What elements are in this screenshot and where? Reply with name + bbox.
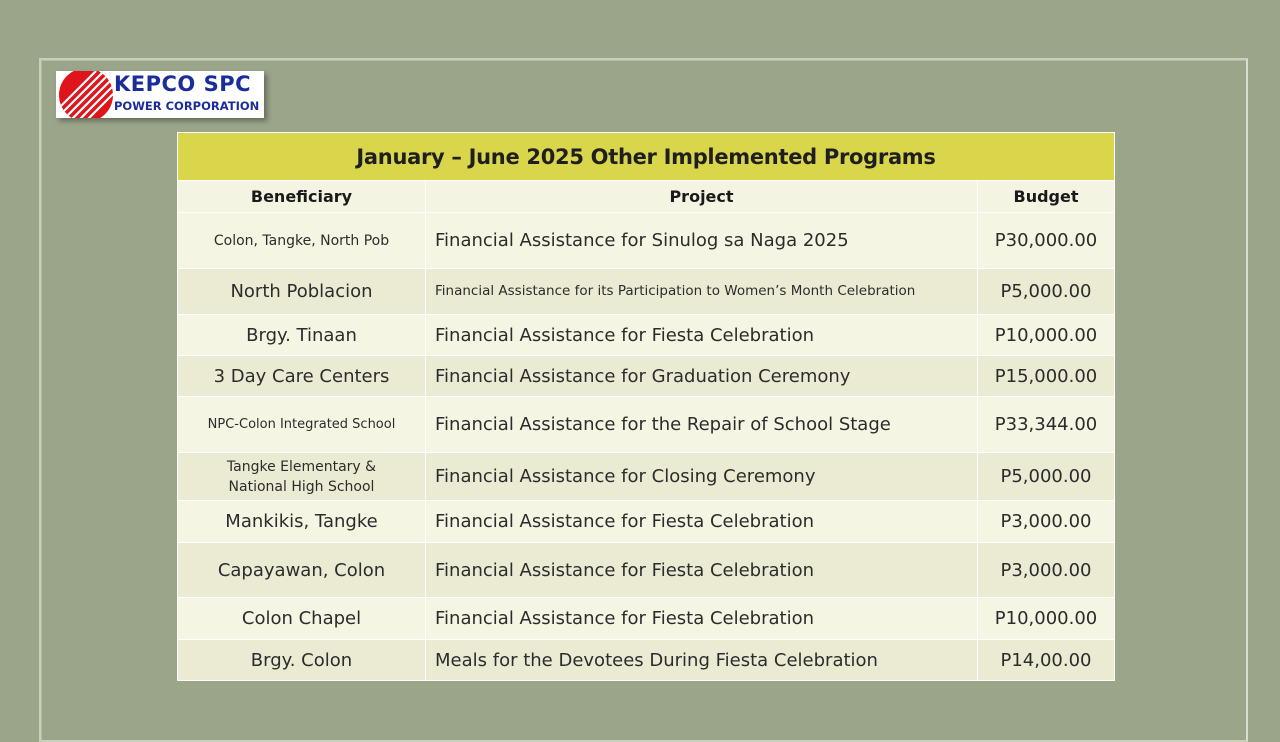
beneficiary-cell: Brgy. Tinaan — [178, 315, 426, 356]
budget-cell: P15,000.00 — [978, 356, 1115, 397]
budget-cell: P10,000.00 — [978, 598, 1115, 640]
beneficiary-line: Tangke Elementary & — [226, 458, 377, 475]
header-budget: Budget — [978, 181, 1115, 213]
budget-cell: P10,000.00 — [978, 315, 1115, 356]
project-cell: Financial Assistance for its Participation to Women’s Month Celebration — [426, 269, 978, 315]
beneficiary-cell: Colon Chapel — [178, 598, 426, 640]
table-row — [178, 397, 1115, 453]
table-row — [178, 501, 1115, 543]
budget-cell: P14,00.00 — [978, 640, 1115, 681]
budget-cell: P5,000.00 — [978, 453, 1115, 501]
budget-cell: P5,000.00 — [978, 269, 1115, 315]
programs-table — [177, 132, 1115, 681]
project-cell: Financial Assistance for Fiesta Celebration — [426, 598, 978, 640]
table-row — [178, 453, 1115, 501]
table-row — [178, 213, 1115, 269]
kepco-logo — [56, 71, 264, 118]
beneficiary-cell — [178, 453, 426, 501]
header-beneficiary: Beneficiary — [178, 181, 426, 213]
project-cell: Financial Assistance for Closing Ceremony — [426, 453, 978, 501]
table-row — [178, 315, 1115, 356]
project-cell: Financial Assistance for Fiesta Celebration — [426, 501, 978, 543]
table-title: January – June 2025 Other Implemented Programs — [178, 133, 1115, 181]
kepco-logo-emblem-icon — [56, 71, 114, 118]
beneficiary-cell: 3 Day Care Centers — [178, 356, 426, 397]
beneficiary-cell: Capayawan, Colon — [178, 543, 426, 598]
budget-cell: P3,000.00 — [978, 501, 1115, 543]
table-row — [178, 598, 1115, 640]
table-row — [178, 543, 1115, 598]
beneficiary-cell: NPC-Colon Integrated School — [178, 397, 426, 453]
project-cell: Financial Assistance for Fiesta Celebration — [426, 315, 978, 356]
project-cell: Financial Assistance for Sinulog sa Naga 2025 — [426, 213, 978, 269]
project-cell: Financial Assistance for Graduation Ceremony — [426, 356, 978, 397]
beneficiary-line: National High School — [228, 478, 375, 495]
project-cell: Financial Assistance for the Repair of School Stage — [426, 397, 978, 453]
budget-cell: P3,000.00 — [978, 543, 1115, 598]
beneficiary-cell: Brgy. Colon — [178, 640, 426, 681]
logo-brand-text: KEPCO SPC — [114, 72, 252, 96]
project-cell: Financial Assistance for Fiesta Celebration — [426, 543, 978, 598]
logo-subtitle-text: POWER CORPORATION — [114, 99, 260, 113]
project-cell: Meals for the Devotees During Fiesta Celebration — [426, 640, 978, 681]
table-row — [178, 356, 1115, 397]
beneficiary-cell: Mankikis, Tangke — [178, 501, 426, 543]
table-row — [178, 640, 1115, 681]
budget-cell: P30,000.00 — [978, 213, 1115, 269]
beneficiary-cell: North Poblacion — [178, 269, 426, 315]
budget-cell: P33,344.00 — [978, 397, 1115, 453]
table-row — [178, 269, 1115, 315]
header-project: Project — [426, 181, 978, 213]
beneficiary-cell: Colon, Tangke, North Pob — [178, 213, 426, 269]
